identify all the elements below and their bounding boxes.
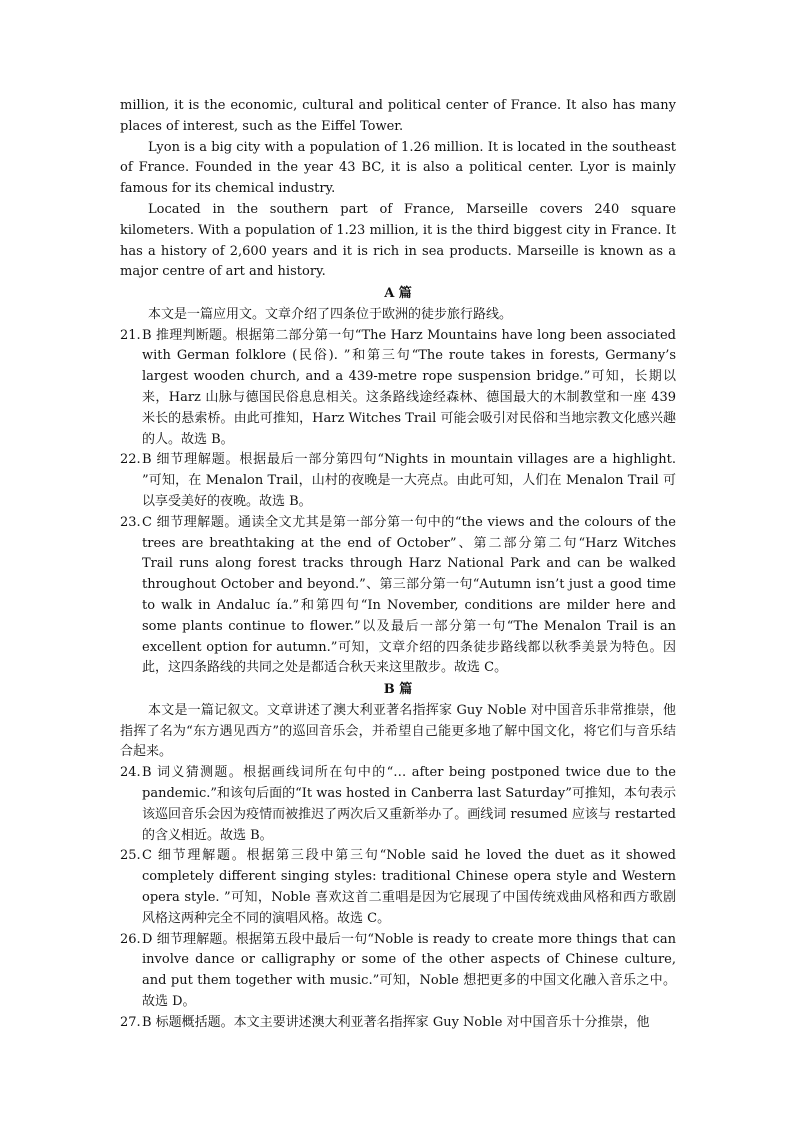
answer-text: B 词义猜测题。根据画线词所在句中的“… after being postponed twice due to the pandemic.”和该句后面的“It was hosted in Canberra last Saturday”可推知，本句表示该巡回音乐会因为疫情而被推迟了两次后又重新举办了。画线词 resumed 应该与 restarted 的含义相近。故选 B。 [142,765,676,843]
answer-number: 21. [120,327,141,343]
answer-text: C 细节理解题。根据第三段中第三句“Noble said he loved the duet as it showed completely different singing styles: traditional Chinese opera style and Western opera style. ”可知，Noble 喜欢这首二重唱是因为它展现了中国传统戏曲风格和西方歌剧风格这两种完全不同的演唱风格。故选 C。 [142,848,676,926]
section-a [120,284,676,679]
passage-paragraph-lyon: Lyon is a big city with a population of 1.26 million. It is located in the southeast of France. Founded in the year 43 BC, it is also a political center. Lyor is mainly famous for its chemical industry. [120,139,676,197]
answer-text: B 标题概括题。本文主要讲述澳大利亚著名指挥家 Guy Noble 对中国音乐十分推崇，他 [142,1014,650,1030]
answer-number: 22. [120,452,141,468]
answer-number: 24. [120,765,141,781]
answer-number: 25. [120,848,141,864]
answer-item [120,930,676,1013]
answer-text: B 细节理解题。根据最后一部分第四句“Nights in mountain villages are a highlight. ”可知，在 Menalon Trail，山村的夜晚是一大亮点。由此可知，人们在 Menalon Trail 可以享受美好的夜晚。故选 B。 [142,452,676,509]
section-a-heading: A 篇 [384,286,412,301]
section-b [120,680,676,1034]
answer-text: C 细节理解题。通读全文尤其是第一部分第一句中的“the views and the colours of the trees are breathtaking at the end of October”、第二部分第二句“Harz Witches Trail runs along forest tracks through Harz National Park and can be walked throughout October and beyond.”、第三部分第一句“Autumn isn’t just a good time to walk in Andaluc ía.”和第四句“In November, conditions are milder here and some plants continue to flower.”以及最后一部分第一句“The Menalon Trail is an excellent option for autumn.”可知，文章介绍的四条徒步路线都以秋季美景为特色。因此，这四条路线的共同之处是都适合秋天来这里散步。故选 C。 [142,514,676,676]
answer-item [120,1013,676,1034]
section-b-intro: 本文是一篇记叙文。文章讲述了澳大利亚著名指挥家 Guy Noble 对中国音乐非常推崇，他指挥了名为“东方遇见西方”的巡回音乐会，并希望自己能更多地了解中国文化，将它们与音乐结合起来。 [120,702,676,760]
top-passage [120,96,676,283]
passage-paragraph-marseille: Located in the southern part of France, Marseille covers 240 square kilometers. With a population of 1.23 million, it is the third biggest city in France. It has a history of 2,600 years and it is rich in sea products. Marseille is known as a major centre of art and history. [120,201,676,280]
answer-item [120,763,676,846]
answer-number: 26. [120,931,141,947]
answer-number: 27. [120,1014,141,1030]
answer-item [120,846,676,929]
section-b-heading: B 篇 [383,682,413,697]
section-a-intro: 本文是一篇应用文。文章介绍了四条位于欧洲的徒步旅行路线。 [148,306,513,322]
answer-text: B 推理判断题。根据第二部分第一句“The Harz Mountains have long been associated with German folklore (民俗). ”和第三句“The route takes in forests, Germany’s largest wooden church, and a 439-metre rope suspension bridge.”可知，长期以来，Harz 山脉与德国民俗息息相关。这条路线途经森林、德国最大的木制教堂和一座 439 米长的悬索桥。由此可推知，Harz Witches Trail 可能会吸引对民俗和当地宗教文化感兴趣的人。故选 B。 [142,327,676,447]
answer-text: D 细节理解题。根据第五段中最后一句“Noble is ready to create more things that can involve dance or calligraphy or some of the other aspects of Chinese culture, and put them together with music.”可知，Noble 想把更多的中国文化融入音乐之中。故选 D。 [142,931,676,1009]
answer-item [120,513,676,679]
answer-number: 23. [120,514,141,530]
answer-item [120,450,676,512]
passage-paragraph-paris: million, it is the economic, cultural and political center of France. It also has many places of interest, such as the Eiffel Tower. [120,98,676,134]
answer-item [120,326,676,451]
